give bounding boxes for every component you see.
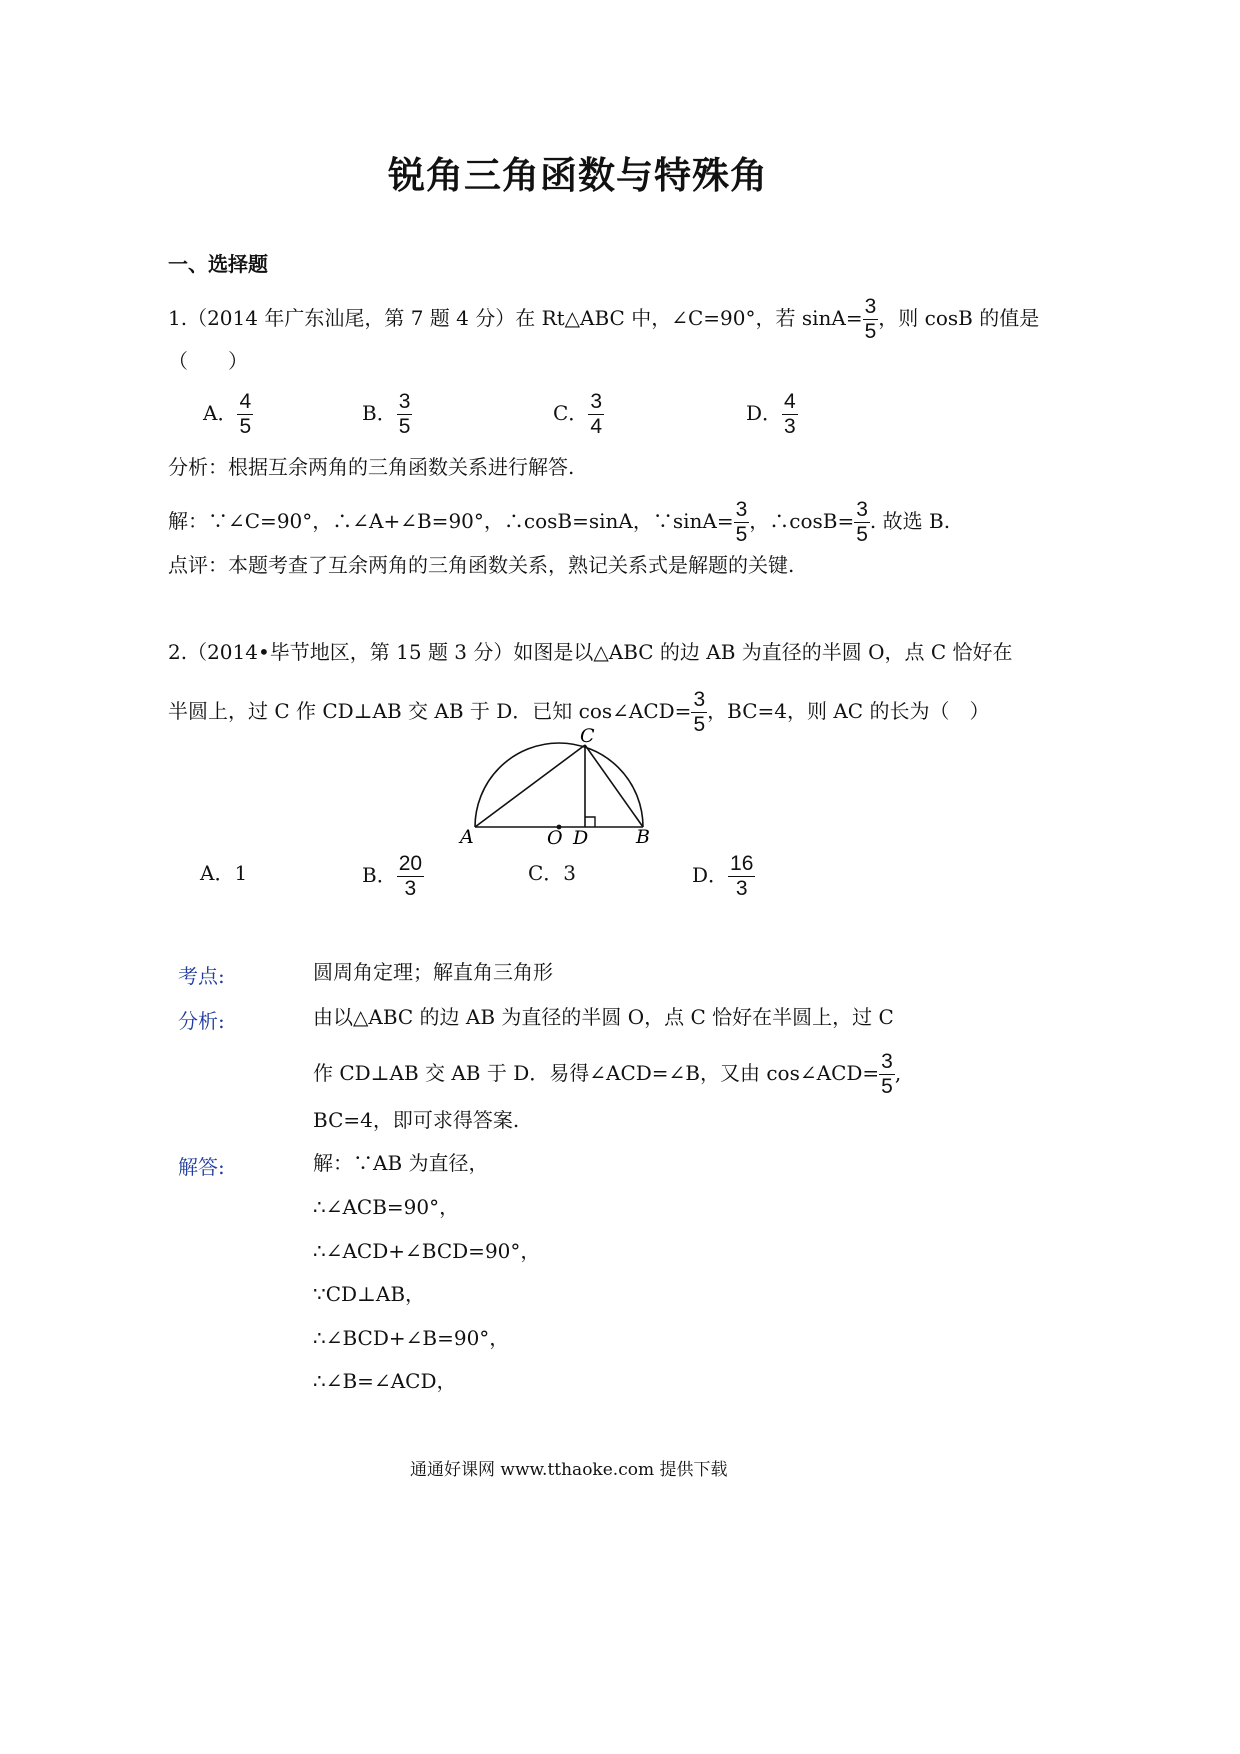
fraction-denominator: 3: [404, 877, 417, 900]
q1-stem-text-b: ，则 cosB 的值是: [878, 306, 1040, 330]
option-fraction: [588, 390, 604, 439]
solution-step: ∴∠B=∠ACD，: [313, 1369, 457, 1393]
q2-option-b: [362, 852, 424, 901]
fenxi-text-a: 作 CD⊥AB 交 AB 于 D．易得∠ACD=∠B，又由 cos∠ACD=: [313, 1061, 880, 1085]
q1-stem-fraction: [863, 295, 879, 344]
stem-text-b: ，BC=4，则 AC 的长为（ ）: [707, 699, 990, 723]
solution-text-c: . 故选 B.: [869, 509, 951, 533]
q1-solution: [168, 498, 950, 547]
option-label: C．: [553, 401, 589, 425]
q1-analysis: 分析：根据互余两角的三角函数关系进行解答.: [168, 455, 575, 479]
option-fraction: [237, 390, 253, 439]
option-label: D．: [692, 863, 729, 887]
fraction-numerator: 3: [864, 295, 877, 318]
q2-option-c: C．3: [528, 861, 577, 885]
fraction-denominator: 5: [398, 415, 411, 438]
fenxi-line1: 由以△ABC 的边 AB 为直径的半圆 O，点 C 恰好在半圆上，过 C: [313, 1005, 894, 1029]
fraction-denominator: 5: [856, 523, 868, 546]
option-fraction: [782, 390, 798, 439]
fraction-denominator: 5: [864, 320, 877, 343]
fraction-numerator: 3: [856, 498, 868, 521]
label-o: O: [547, 827, 563, 849]
fraction-numerator: 3: [693, 688, 706, 711]
q1-stem-text-a: 1.（2014 年广东汕尾，第 7 题 4 分）在 Rt△ABC 中，∠C=90°，若 sinA=: [168, 306, 863, 330]
fraction-denominator: 3: [784, 415, 796, 438]
label-c: C: [580, 725, 595, 747]
fraction-numerator: 4: [784, 390, 796, 413]
solution-fraction-2: [854, 498, 870, 547]
segment-bc: [585, 745, 643, 827]
solution-step: ∴∠ACD+∠BCD=90°，: [313, 1239, 541, 1263]
fraction-numerator: 3: [881, 1050, 893, 1073]
fraction-denominator: 4: [590, 415, 602, 438]
q2-stem-line1: 2.（2014•毕节地区，第 15 题 3 分）如图是以△ABC 的边 AB 为直径的半圆 O，点 C 恰好在: [168, 640, 1013, 664]
label-d: D: [573, 827, 589, 849]
fraction-numerator: 20: [398, 852, 423, 875]
option-label: A．: [203, 401, 238, 425]
kaodian-label: 考点:: [178, 964, 225, 988]
semicircle-arc: [475, 743, 643, 827]
label-a: A: [460, 826, 474, 848]
right-angle-mark: [585, 817, 595, 827]
option-label: D．: [746, 401, 783, 425]
fenxi-text-b: ,: [894, 1061, 902, 1085]
stem-text-a: 半圆上，过 C 作 CD⊥AB 交 AB 于 D．已知 cos∠ACD=: [168, 699, 692, 723]
jieda-label: 解答:: [178, 1155, 225, 1179]
kaodian-text: 圆周角定理；解直角三角形: [313, 960, 553, 984]
q2-stem-fraction: [691, 688, 707, 737]
option-label: B．: [362, 863, 397, 887]
page-title: 锐角三角函数与特殊角: [388, 154, 768, 197]
fraction-denominator: 5: [735, 523, 748, 546]
q1-option-b: [362, 390, 412, 439]
fenxi-label: 分析:: [178, 1009, 225, 1033]
fraction-numerator: 16: [730, 852, 754, 875]
fraction-numerator: 3: [590, 390, 602, 413]
solution-text-a: 解：∵∠C=90°，∴∠A+∠B=90°，∴cosB=sinA，∵sinA=: [168, 509, 734, 533]
solution-text-b: ，∴cosB=: [749, 509, 855, 533]
q1-comment: 点评：本题考查了互余两角的三角函数关系，熟记关系式是解题的关键.: [168, 553, 795, 577]
fenxi-fraction: [879, 1050, 895, 1099]
q1-stem: [168, 295, 1039, 344]
semicircle-figure: [455, 725, 670, 850]
section-heading: 一、选择题: [168, 252, 268, 276]
fraction-numerator: 3: [735, 498, 748, 521]
q2-option-a: A．1: [200, 861, 248, 885]
fraction-numerator: 4: [239, 390, 252, 413]
fraction-denominator: 5: [881, 1075, 893, 1098]
fraction-denominator: 5: [239, 415, 252, 438]
option-fraction: [397, 852, 424, 901]
solution-step: ∴∠ACB=90°，: [313, 1195, 460, 1219]
solution-step: ∴∠BCD+∠B=90°，: [313, 1326, 510, 1350]
solution-step: ∵CD⊥AB，: [313, 1282, 426, 1306]
q2-option-d: [692, 852, 755, 901]
fenxi-line3: BC=4，即可求得答案.: [313, 1108, 520, 1132]
page-footer: 通通好课网 www.tthaoke.com 提供下载: [410, 1460, 728, 1480]
q1-answer-paren: （ ）: [168, 349, 248, 373]
fenxi-line2: [313, 1050, 901, 1099]
fraction-numerator: 3: [398, 390, 411, 413]
q1-option-c: [553, 390, 604, 439]
q1-option-d: [746, 390, 798, 439]
solution-step: 解：∵AB 为直径，: [313, 1151, 489, 1175]
segment-ac: [475, 745, 585, 827]
option-fraction: [728, 852, 755, 901]
option-fraction: [397, 390, 413, 439]
label-b: B: [636, 826, 650, 848]
fraction-denominator: 5: [693, 713, 706, 736]
solution-fraction-1: [734, 498, 750, 547]
fraction-denominator: 3: [735, 877, 748, 900]
q1-option-a: [203, 390, 253, 439]
option-label: B．: [362, 401, 397, 425]
